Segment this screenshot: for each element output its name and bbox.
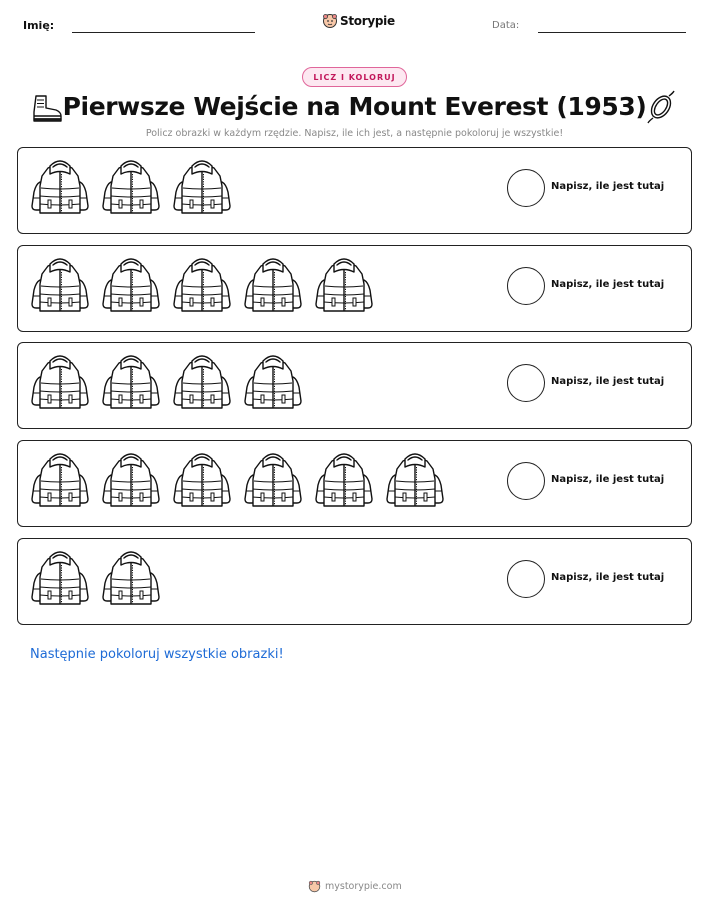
answer-circle[interactable] bbox=[507, 560, 545, 598]
puffer-jacket-icon[interactable] bbox=[101, 254, 161, 314]
puffer-jacket-icon[interactable] bbox=[172, 254, 232, 314]
puffer-jacket-icon[interactable] bbox=[30, 547, 90, 607]
count-row bbox=[17, 538, 692, 625]
rope-icon bbox=[645, 90, 677, 124]
puffer-jacket-icon[interactable] bbox=[314, 254, 374, 314]
jacket-group bbox=[30, 547, 161, 607]
count-row bbox=[17, 440, 692, 527]
puffer-jacket-icon[interactable] bbox=[30, 254, 90, 314]
answer-circle[interactable] bbox=[507, 169, 545, 207]
jacket-group bbox=[30, 449, 445, 509]
answer-circle[interactable] bbox=[507, 462, 545, 500]
jacket-group bbox=[30, 254, 374, 314]
footer-site: mystorypie.com bbox=[325, 881, 402, 892]
page-title: Pierwsze Wejście na Mount Everest (1953) bbox=[62, 92, 647, 121]
puffer-jacket-icon[interactable] bbox=[314, 449, 374, 509]
footer-note: Następnie pokoloruj wszystkie obrazki! bbox=[30, 647, 284, 662]
answer-label: Napisz, ile jest tutaj bbox=[551, 376, 665, 387]
puffer-jacket-icon[interactable] bbox=[101, 547, 161, 607]
date-label: Data: bbox=[492, 20, 520, 31]
puffer-jacket-icon[interactable] bbox=[101, 351, 161, 411]
storypie-logo-icon bbox=[322, 13, 338, 29]
answer-label: Napisz, ile jest tutaj bbox=[551, 572, 665, 583]
answer-label: Napisz, ile jest tutaj bbox=[551, 474, 665, 485]
count-row bbox=[17, 147, 692, 234]
answer-label: Napisz, ile jest tutaj bbox=[551, 181, 665, 192]
date-field-line[interactable] bbox=[538, 32, 686, 33]
puffer-jacket-icon[interactable] bbox=[172, 351, 232, 411]
puffer-jacket-icon[interactable] bbox=[385, 449, 445, 509]
puffer-jacket-icon[interactable] bbox=[172, 156, 232, 216]
jacket-group bbox=[30, 351, 303, 411]
puffer-jacket-icon[interactable] bbox=[30, 449, 90, 509]
puffer-jacket-icon[interactable] bbox=[243, 351, 303, 411]
puffer-jacket-icon[interactable] bbox=[172, 449, 232, 509]
puffer-jacket-icon[interactable] bbox=[243, 254, 303, 314]
name-label: Imię: bbox=[23, 19, 55, 32]
count-row bbox=[17, 342, 692, 429]
storypie-logo-icon bbox=[308, 880, 321, 893]
puffer-jacket-icon[interactable] bbox=[101, 156, 161, 216]
answer-circle[interactable] bbox=[507, 267, 545, 305]
answer-circle[interactable] bbox=[507, 364, 545, 402]
header-bar bbox=[0, 0, 709, 50]
answer-label: Napisz, ile jest tutaj bbox=[551, 279, 665, 290]
puffer-jacket-icon[interactable] bbox=[30, 156, 90, 216]
instructions: Policz obrazki w każdym rzędzie. Napisz, ile ich jest, a następnie pokoloruj je wszystkie! bbox=[145, 128, 564, 139]
activity-badge: LICZ I KOLORUJ bbox=[302, 67, 407, 87]
count-row bbox=[17, 245, 692, 332]
puffer-jacket-icon[interactable] bbox=[30, 351, 90, 411]
brand-name: Storypie bbox=[340, 14, 395, 28]
puffer-jacket-icon[interactable] bbox=[101, 449, 161, 509]
title-row bbox=[0, 88, 709, 130]
brand bbox=[322, 13, 395, 29]
name-field-line[interactable] bbox=[72, 32, 255, 33]
footer-brand bbox=[308, 880, 402, 893]
puffer-jacket-icon[interactable] bbox=[243, 449, 303, 509]
jacket-group bbox=[30, 156, 232, 216]
